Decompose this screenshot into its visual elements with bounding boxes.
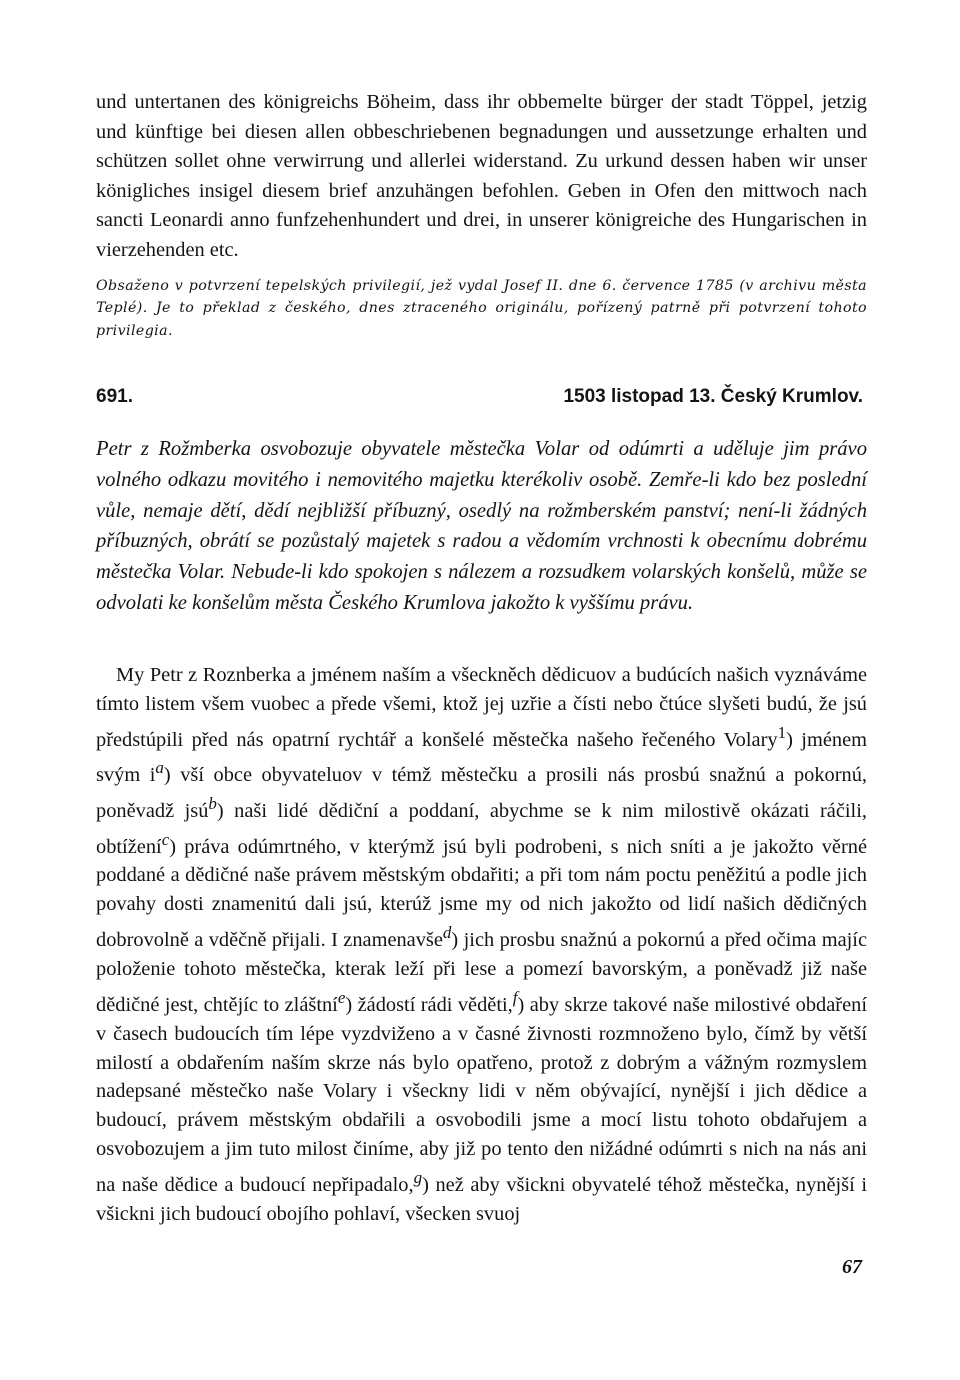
regest-summary: Petr z Rožmberka osvobozuje obyvatele městečka Volar od odúmrti a uděluje jim právo volného odkazu movitého i nemovitého majetku kterékoliv osobě. Zemře-li kdo bez poslední vůle, nemaje dětí, dědí nejbližší příbuzný, osedlý na rožmberském panství; není-li žádných příbuzných, obrátí se pozůstalý majetek s radou a vědomím vrchnosti k obecnímu dobrému městečka Volar. Nebude-li kdo spokojen s nálezem a rozsudkem volarských konšelů, může se odvolati ke konšelům města Českého Krumlova jakožto k vyššímu právu. — [96, 438, 867, 615]
footnote-marker: e — [337, 987, 346, 1007]
footnote-marker: c — [161, 829, 170, 849]
document-number: 691. — [96, 386, 133, 408]
document-date-place: 1503 listopad 13. Český Krumlov. — [563, 386, 863, 408]
charter-text-segment: ) naši lidé dědiční a poddaní, abychme se k nim milostivě okázati ráčili, obtížení — [96, 799, 867, 858]
page-number: 67 — [842, 1256, 862, 1278]
footnote-marker: d — [442, 923, 452, 943]
charter-text-segment: ) jménem svým i — [96, 728, 867, 787]
footnote-marker: 1 — [777, 722, 787, 742]
charter-text-segment: My Petr z Roznberka a jménem naším a všeckněch dědicuov a budúcích našich vyznáváme tímto listem všem vuobec a přede všemi, ktož jej uzřie a čísti nebo čtúce slyšeti budú, že jsú předstúpili před nás opatrní rychtář a konšelé městečka našeho řečeného Volary — [96, 663, 867, 751]
footnote-marker: a — [155, 758, 164, 778]
source-note: Obsaženo v potvrzení tepelských privilegií, jež vydal Josef II. dne 6. července 1785 (v archivu města Teplé). Je to překlad z českého, dnes ztraceného originálu, pořízený patrně při potvrzení tohoto privilegia. — [96, 277, 867, 339]
charter-text-segment: ) práva odúmrtného, v kterýmž jsú byli podrobeni, s nich sníti a je jakožto věrné poddané a dědičné naše právem městským obdařiti; a při tom nám poctu peněžitú a podle jich povahy dosti znamenitú dali jsú, kterúž jsme my od nich jakožto od lidí našich dědičných dobrovolně a vděčně přijali. I znamenavše — [96, 835, 867, 952]
footnote-marker: g — [413, 1168, 423, 1188]
charter-text-segment: ) žádostí rádi věděti, — [345, 993, 513, 1016]
document-heading — [96, 386, 867, 408]
german-charter-text: und untertanen des königreichs Böheim, dass ihr obbemelte bürger der stadt Töppel, jetzig und künftige bei diesen allen obbeschriebenen begnadungen und aussetzunge erhalten und schützen sollet ohne verwirrung und allerlei widerstand. Zu urkund dessen haben wir unser königliches insigel diesem brief anzuhängen befohlen. Geben in Ofen den mittwoch nach sancti Leonardi anno funfzehenhundert und drei, in unserer königreiche des Hungarischen in vierzehenden etc. — [96, 91, 867, 261]
footnote-marker: b — [208, 794, 217, 814]
page-body — [96, 88, 867, 1229]
charter-text-segment: ) vší obce obyvateluov v témž městečku a prosili nás prosbú snažnú a pokornú, poněvadž jsú — [96, 764, 867, 822]
charter-text-segment: ) aby skrze takové naše milostivé obdaření v časech budoucích tím lépe vyzdviženo a v časné živnosti rozmnoženo bylo, čímž by větší milostí a obdařením naším skrze nás bylo opatřeno, protož z dobrým a vážným rozmyslem nadepsané městečko naše Volary i všeckny lidi v něm obývající, nynější i jich dědice a budoucí, právem městským obdařili a osvobodili jsme a mocí listu tohoto obdařujem a osvobozujem a jim tuto milost činíme, aby již po tento den nižádné odúmrti s nich na nás ani na naše dědice a budoucí nepřipadalo, — [96, 993, 867, 1196]
charter-text-segment: ) jich prosbu snažnú a pokornú a před očima majíc položenie tohoto městečka, kterak leží při lese a pomezí bavorským, a poněvadž již naše dědičné jest, chtějíc to zláštní — [96, 929, 867, 1016]
charter-text — [96, 661, 867, 1229]
footnote-marker: f — [512, 987, 518, 1007]
charter-text-segment: ) než aby všickni obyvatelé téhož městečka, nynější i všickni jich budoucí obojího pohlaví, všecken svuoj — [96, 1173, 868, 1225]
